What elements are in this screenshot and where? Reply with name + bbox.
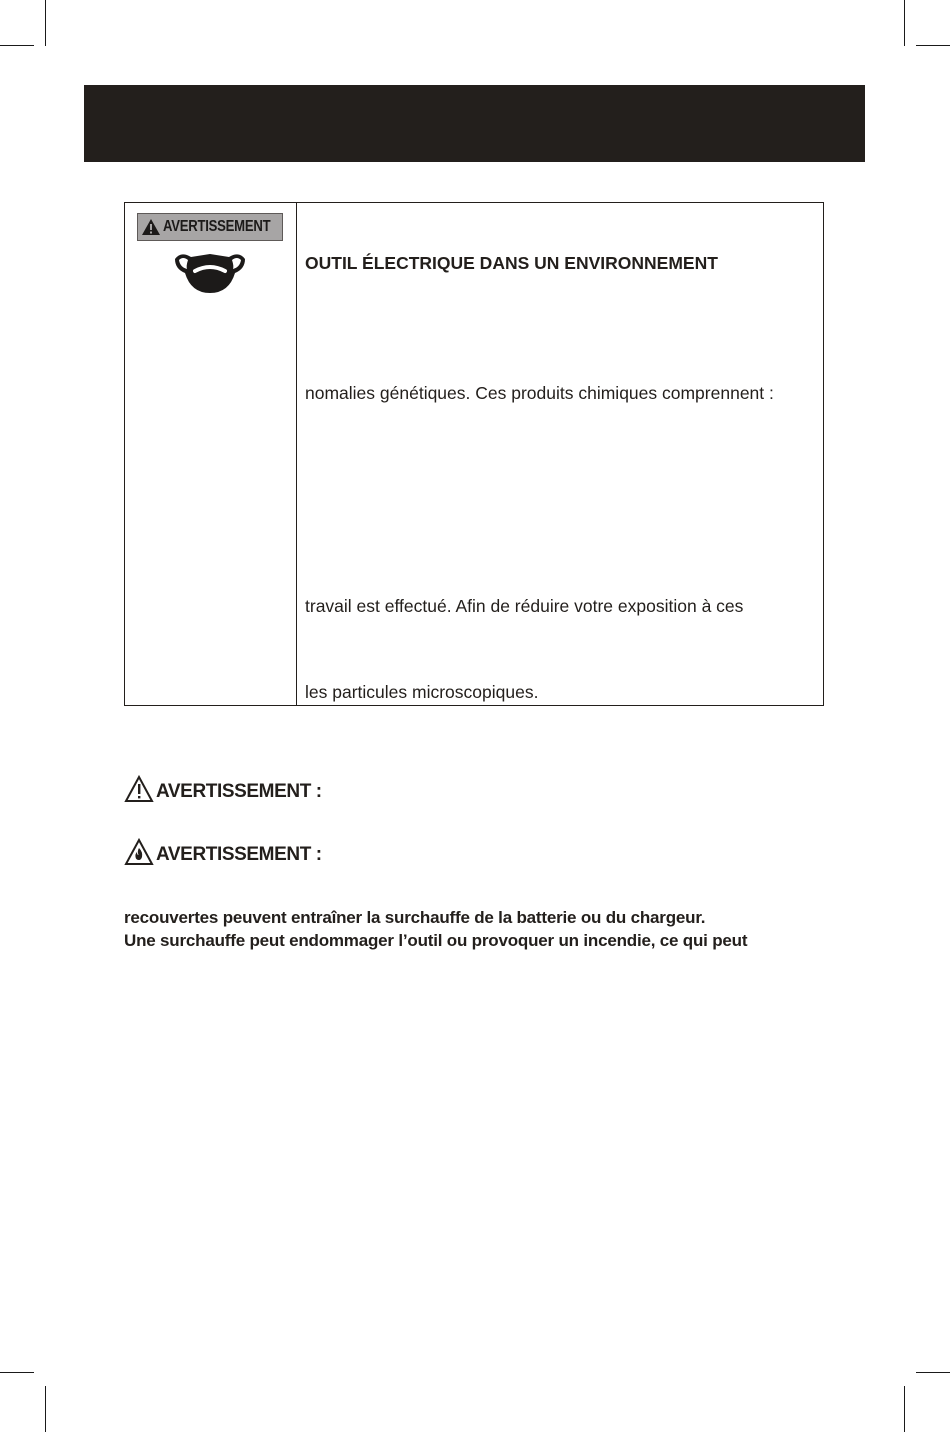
- warning-label: AVERTISSEMENT :: [156, 843, 322, 865]
- crop-mark: [0, 45, 34, 46]
- warning-badge-label: AVERTISSEMENT: [163, 218, 271, 235]
- warning-table: [124, 202, 824, 706]
- crop-mark: [916, 1372, 950, 1373]
- warning-label: AVERTISSEMENT :: [156, 780, 322, 802]
- header-bar: [84, 85, 865, 162]
- warning-triangle-icon: [141, 217, 161, 237]
- table-divider: [296, 203, 297, 705]
- table-heading: OUTIL ÉLECTRIQUE DANS UN ENVIRONNEMENT: [305, 253, 718, 273]
- warning-line: [124, 775, 322, 808]
- table-text-line: travail est effectué. Afin de réduire votre exposition à ces: [305, 596, 744, 616]
- crop-mark: [45, 0, 46, 46]
- table-text-line: les particules microscopiques.: [305, 682, 539, 702]
- warning-badge: [137, 213, 283, 241]
- fire-triangle-icon: [124, 838, 154, 871]
- crop-mark: [0, 1372, 34, 1373]
- paragraph-line: recouvertes peuvent entraîner la surchauffe de la batterie ou du chargeur.: [124, 908, 706, 927]
- crop-mark: [916, 45, 950, 46]
- paragraph-line: Une surchauffe peut endommager l’outil ou provoquer un incendie, ce qui peut: [124, 931, 748, 950]
- crop-mark: [45, 1386, 46, 1432]
- exclamation-triangle-icon: [124, 775, 154, 808]
- face-mask-icon: [171, 249, 249, 297]
- warning-line: [124, 838, 322, 871]
- crop-mark: [904, 1386, 905, 1432]
- crop-mark: [904, 0, 905, 46]
- table-text-line: nomalies génétiques. Ces produits chimiques comprennent :: [305, 383, 774, 403]
